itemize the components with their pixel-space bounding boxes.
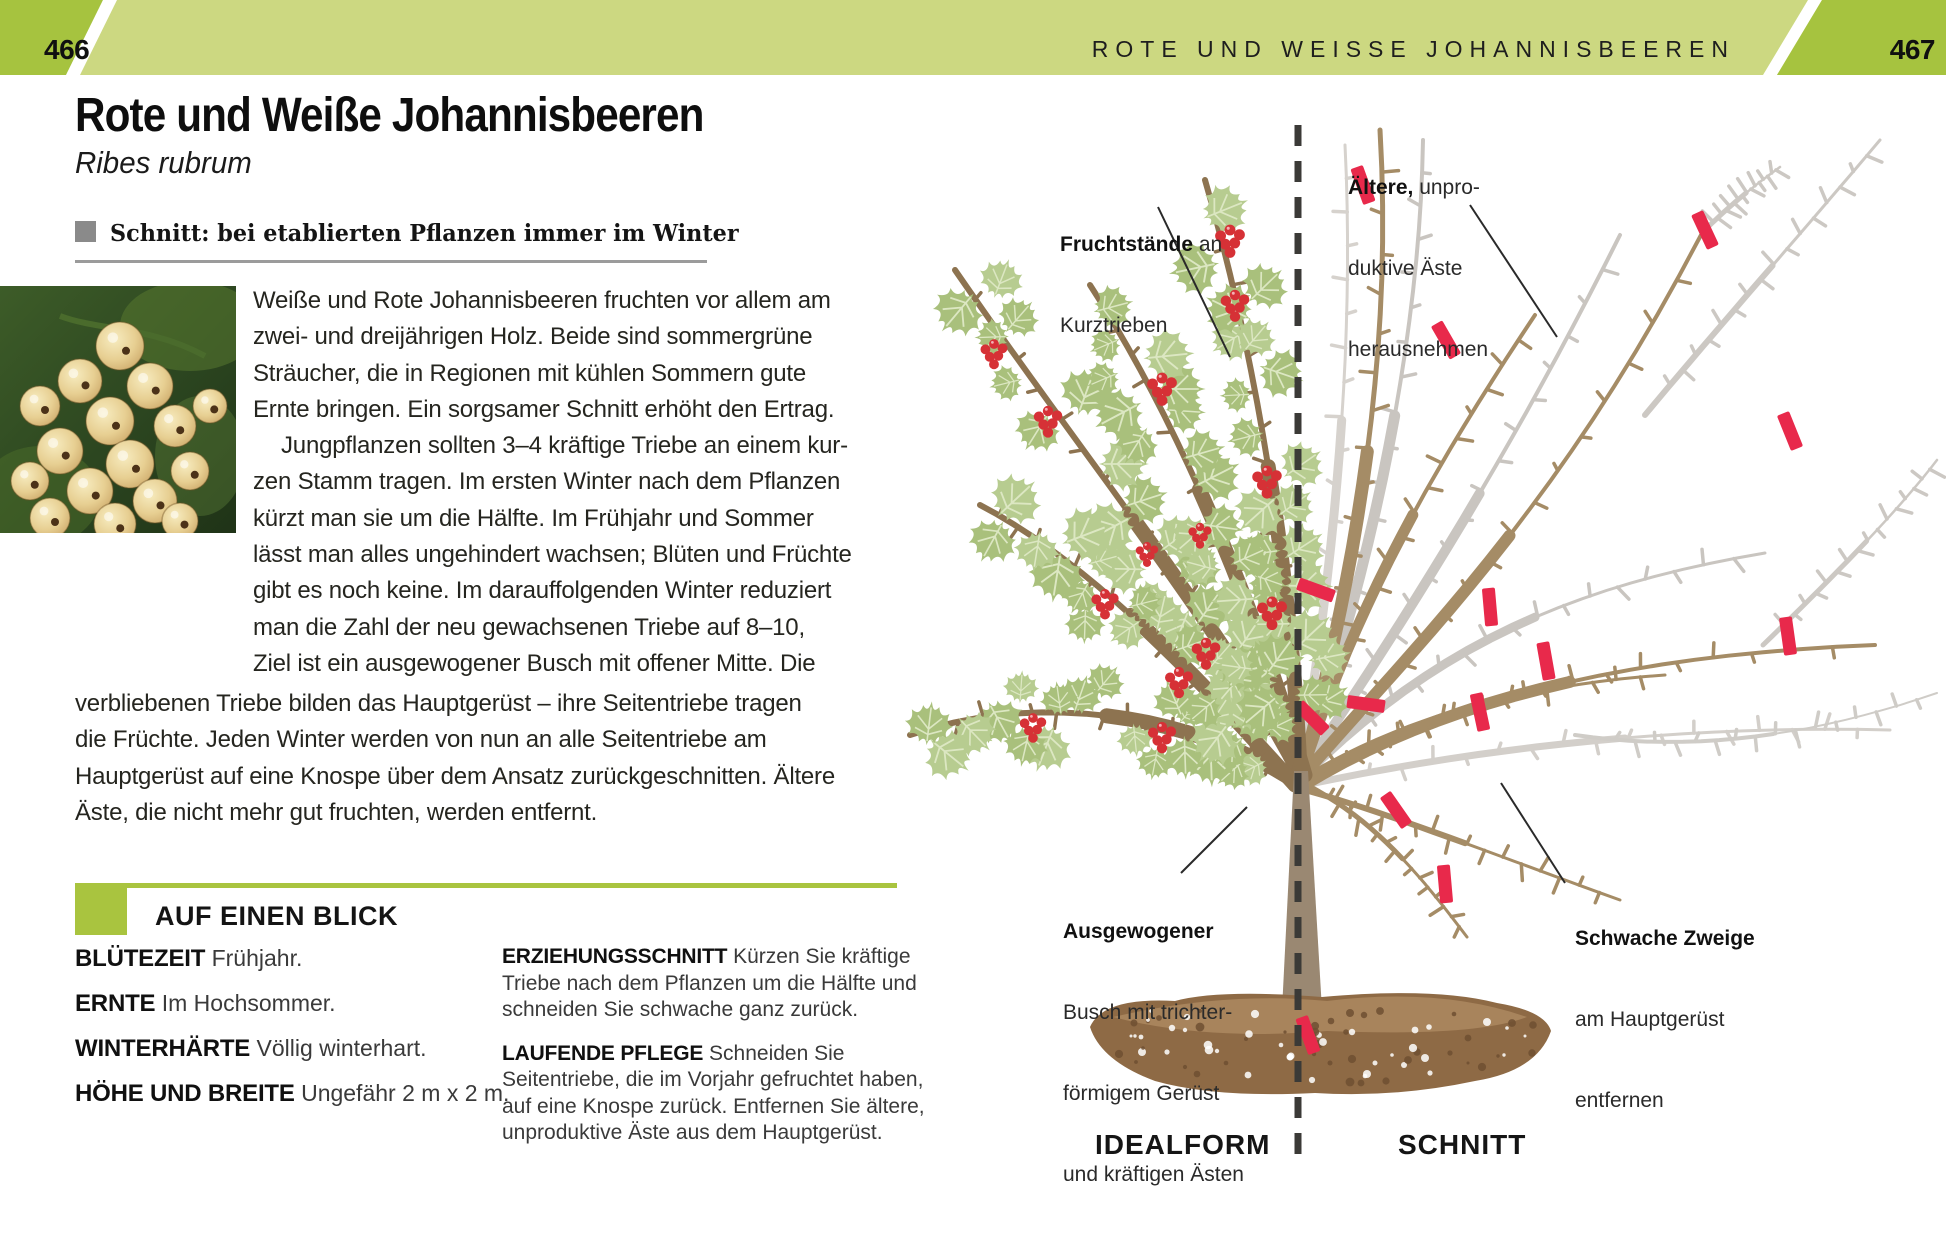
label-bold: Fruchtstände: [1060, 233, 1194, 256]
body-line: Sträucher, die in Regionen mit kühlen Sommern gute: [253, 359, 806, 387]
caption-schnitt: SCHNITT: [1398, 1129, 1527, 1160]
glance-value: Frühjahr.: [205, 945, 303, 971]
page-number-left: 466: [44, 34, 90, 65]
body-line: man die Zahl der neu gewachsenen Triebe auf 8–10,: [253, 613, 805, 641]
glance-label: BLÜTEZEIT: [75, 945, 206, 972]
body-line: Ernte bringen. Ein sorgsamer Schnitt erhöht den Ertrag.: [253, 395, 835, 423]
glance-value: Ungefähr 2 m x 2 m.: [294, 1080, 510, 1106]
body-line: Ziel ist ein ausgewogener Busch mit offener Mitte. Die: [253, 649, 816, 677]
label-bold: Schwache Zweige: [1575, 927, 1755, 950]
body-line: Weiße und Rote Johannisbeeren fruchten vor allem am: [253, 287, 831, 314]
glance-value: Im Hochsommer.: [155, 990, 336, 1016]
running-head: ROTE UND WEISSE JOHANNISBEEREN: [1091, 36, 1735, 62]
body-line: Äste, die nicht mehr gut fruchten, werden entfernt.: [75, 798, 598, 826]
body-line: Jungpflanzen sollten 3–4 kräftige Triebe an einem kur-: [281, 432, 848, 460]
glance-label: HÖHE UND BREITE: [75, 1080, 295, 1107]
body-line: verbliebenen Triebe bilden das Hauptgerüst – ihre Seitentriebe tragen: [75, 690, 802, 717]
body-line: zen Stamm tragen. Im ersten Winter nach dem Pflanzen: [253, 468, 841, 496]
label-line: herausnehmen: [1348, 338, 1489, 361]
glance-text: Schneiden Sie Seitentriebe, die im Vorjahr gefruchtet haben, auf eine Knospe zurück. Entfernen Sie ältere, unproduktive Äste aus dem Hauptgerüst.: [502, 1041, 925, 1144]
glance-entry: [75, 1035, 495, 1063]
label-line: Busch mit trichter-: [1063, 1001, 1233, 1024]
label-fruit-clusters: [1060, 177, 1222, 393]
body-line: lässt man alles ungehindert wachsen; Blüten und Früchte: [253, 541, 852, 569]
currant-photo-image: [0, 286, 236, 533]
glance-green-square: [75, 883, 127, 935]
label-balanced-bush: [1063, 864, 1244, 1242]
label-bold: Ausgewogener: [1063, 920, 1214, 943]
divider-rule: [75, 260, 707, 263]
pruning-note: Schnitt: bei etablierten Pflanzen immer im Winter: [110, 220, 739, 247]
page-number-right: 467: [1889, 34, 1935, 65]
glance-label: ERNTE: [75, 990, 156, 1017]
caption-idealform: IDEALFORM: [1095, 1129, 1271, 1160]
page-title: Rote und Weiße Johannisbeeren: [75, 89, 704, 142]
glance-left-column: [75, 945, 510, 1125]
body-line: Hauptgerüst auf eine Knospe über dem Ansatz zurückgeschnitten. Ältere: [75, 762, 836, 790]
glance-top-rule: [75, 883, 897, 888]
glance-entry: [75, 1080, 510, 1108]
body-line: kürzt man sie um die Hälfte. Im Frühjahr und Sommer: [253, 504, 814, 532]
glance-label: WINTERHÄRTE: [75, 1035, 251, 1062]
body-line: zwei- und dreijährigen Holz. Beide sind sommergrüne: [253, 323, 813, 351]
pruning-note-row: [75, 220, 758, 247]
glance-value: Völlig winterhart.: [250, 1035, 427, 1061]
label-rest: an: [1193, 233, 1223, 256]
latin-name: Ribes rubrum: [75, 145, 252, 180]
body-line: gibt es noch keine. Im darauffolgenden Winter reduziert: [253, 577, 832, 605]
glance-label: LAUFENDE PFLEGE: [502, 1041, 704, 1065]
label-line: und kräftigen Ästen: [1063, 1163, 1244, 1186]
label-line: förmigem Gerüst: [1063, 1082, 1220, 1105]
header-bar: [0, 0, 1946, 75]
glance-title: AUF EINEN BLICK: [155, 901, 398, 931]
label-line: am Hauptgerüst: [1575, 1008, 1725, 1031]
body-line: die Früchte. Jeden Winter werden von nun an alle Seitentriebe am: [75, 726, 767, 754]
body-paragraphs: [253, 283, 852, 682]
label-rest: unpro-: [1413, 176, 1480, 199]
glance-label: ERZIEHUNGSSCHNITT: [502, 945, 728, 968]
glance-entry: [75, 990, 495, 1018]
trunk: [1282, 771, 1322, 1010]
currant-photo: [0, 286, 236, 533]
label-weak-twigs: [1575, 871, 1755, 1168]
glance-text: Kürzen Sie kräftige Triebe nach dem Pflanzen um die Hälfte und schneiden Sie schwache ganz zurück.: [502, 945, 917, 1021]
body-paragraphs-full: [75, 686, 835, 831]
glance-entry: [75, 945, 495, 973]
label-line: Kurztrieben: [1060, 314, 1168, 337]
label-bold: Ältere,: [1348, 176, 1414, 199]
bullet-square-icon: [75, 221, 96, 242]
label-line: duktive Äste: [1348, 257, 1463, 280]
label-line: entfernen: [1575, 1089, 1664, 1112]
label-old-shoots: [1348, 120, 1488, 417]
